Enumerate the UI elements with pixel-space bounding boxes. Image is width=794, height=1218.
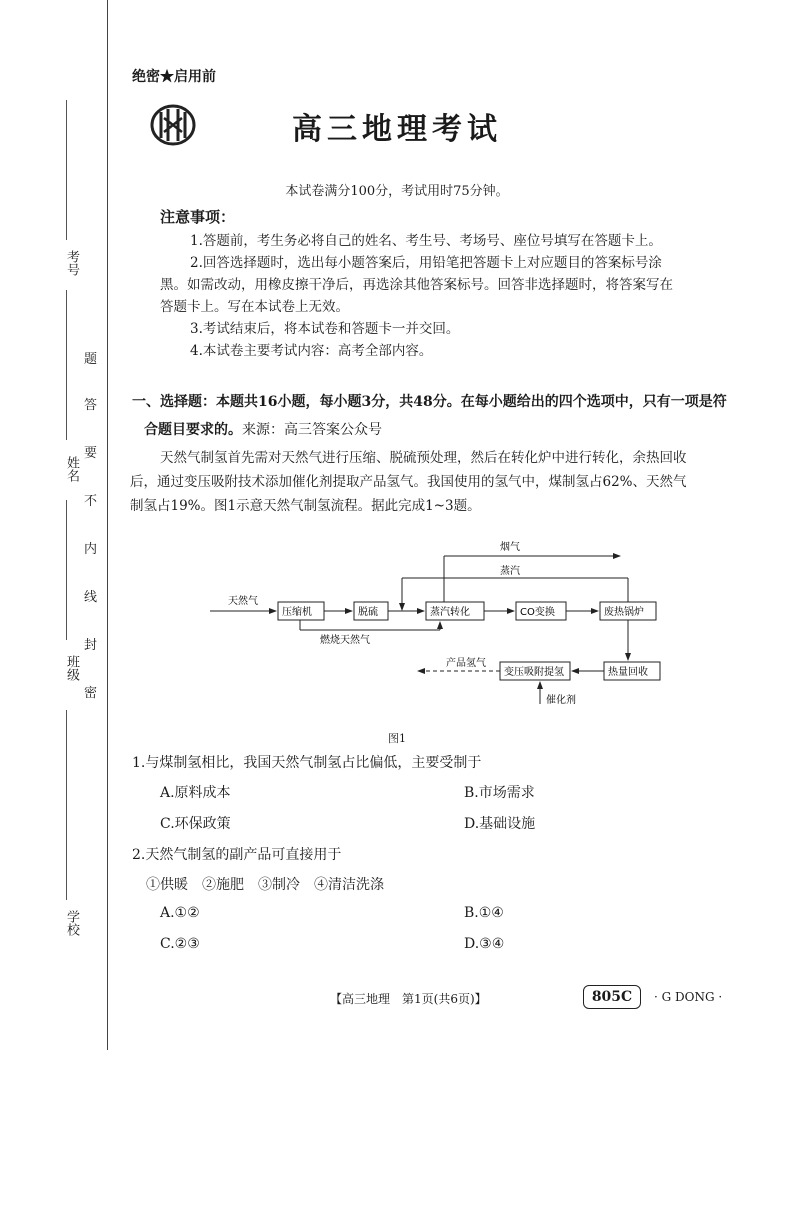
confidential-label: 绝密★启用前 xyxy=(132,69,216,85)
waste-heat-boiler-label: 废热锅炉 xyxy=(604,607,644,618)
question-2-option-b[interactable]: B.①④ xyxy=(464,905,504,921)
question-2-option-d[interactable]: D.③④ xyxy=(464,936,505,952)
flow-diagram xyxy=(200,538,670,728)
seal-char: 密 xyxy=(84,686,98,701)
note-item: 答题卡上。写在本试卷上无效。 xyxy=(160,299,349,315)
steam-label: 蒸汽 xyxy=(500,566,520,577)
question-1-option-b[interactable]: B.市场需求 xyxy=(464,785,535,801)
flue-gas-label: 烟气 xyxy=(500,542,520,553)
question-2-option-a[interactable]: A.①② xyxy=(160,905,200,921)
exam-code-badge: 805C xyxy=(583,985,641,1009)
psa-hydrogen-label: 变压吸附提氢 xyxy=(504,667,564,678)
question-2-items: ①供暖 ②施肥 ③制冷 ④清洁洗涤 xyxy=(146,877,384,893)
exam-info: 本试卷满分100分，考试用时75分钟。 xyxy=(285,184,509,199)
binding-margin-line xyxy=(107,0,108,1050)
compressor-label: 压缩机 xyxy=(282,607,312,618)
heat-recovery-label: 热量回收 xyxy=(608,667,648,678)
fuel-gas-label: 燃烧天然气 xyxy=(320,635,370,646)
catalyst-label: 催化剂 xyxy=(546,695,576,706)
note-item: 黑。如需改动，用橡皮擦干净后，再选涂其他答案标号。回答非选择题时，将答案写在 xyxy=(160,277,673,293)
exam-number-label: 考号 xyxy=(64,250,79,276)
question-1-stem: 1.与煤制氢相比，我国天然气制氢占比偏低，主要受制于 xyxy=(132,755,482,771)
seal-char: 不 xyxy=(84,494,98,509)
passage-line: 天然气制氢首先需对天然气进行压缩、脱硫预处理，然后在转化炉中进行转化，余热回收 xyxy=(160,450,687,466)
seal-char: 内 xyxy=(84,542,98,557)
note-item: 2.回答选择题时，选出每小题答案后，用铅笔把答题卡上对应题目的答案标号涂 xyxy=(190,255,662,271)
figure-caption: 图1 xyxy=(388,732,406,745)
seal-char: 答 xyxy=(84,398,98,413)
class-label: 班级 xyxy=(64,655,79,681)
passage-line: 后，通过变压吸附技术添加催化剂提取产品氢气。我国使用的氢气中，煤制氢占62%、天然气 xyxy=(130,474,687,490)
school-label: 学校 xyxy=(64,910,79,936)
question-2-option-c[interactable]: C.②③ xyxy=(160,936,200,952)
name-line xyxy=(66,500,67,640)
seal-char: 要 xyxy=(84,446,98,461)
seal-char: 题 xyxy=(84,352,98,367)
name-label: 姓名 xyxy=(64,456,79,482)
note-item: 1.答题前，考生务必将自己的姓名、考生号、考场号、座位号填写在答题卡上。 xyxy=(190,233,662,249)
reading-passage xyxy=(130,446,760,518)
question-2-stem: 2.天然气制氢的副产品可直接用于 xyxy=(132,847,342,863)
section-heading xyxy=(132,388,782,444)
region-label: · G DONG · xyxy=(654,990,723,1004)
page-title: 高三地理考试 xyxy=(292,112,502,147)
passage-line: 制氢占19%。图1示意天然气制氢流程。据此完成1~3题。 xyxy=(130,498,481,514)
section-heading-line2: 合题目要求的。 xyxy=(144,422,242,438)
seal-char: 封 xyxy=(84,638,98,653)
question-1-option-d[interactable]: D.基础设施 xyxy=(464,816,536,832)
question-1-option-a[interactable]: A.原料成本 xyxy=(160,785,231,801)
product-label: 产品氢气 xyxy=(446,658,486,669)
section-heading-line1: 一、选择题：本题共16小题，每小题3分，共48分。在每小题给出的四个选项中，只有一项是符 xyxy=(132,394,727,410)
input-label: 天然气 xyxy=(228,596,258,607)
seal-char: 线 xyxy=(84,590,98,605)
page-info: 【高三地理 第1页(共6页)】 xyxy=(330,992,487,1006)
note-item: 3.考试结束后，将本试卷和答题卡一并交回。 xyxy=(190,321,460,337)
note-item: 4.本试卷主要考试内容：高考全部内容。 xyxy=(190,343,433,359)
co-shift-label: CO变换 xyxy=(520,607,555,618)
question-1-option-c[interactable]: C.环保政策 xyxy=(160,816,231,832)
desulfurization-label: 脱硫 xyxy=(358,607,378,618)
source-note: 来源：高三答案公众号 xyxy=(242,422,382,438)
notes-heading: 注意事项： xyxy=(160,208,236,226)
steam-reforming-label: 蒸汽转化 xyxy=(430,607,470,618)
exam-number-line-lower xyxy=(66,290,67,440)
